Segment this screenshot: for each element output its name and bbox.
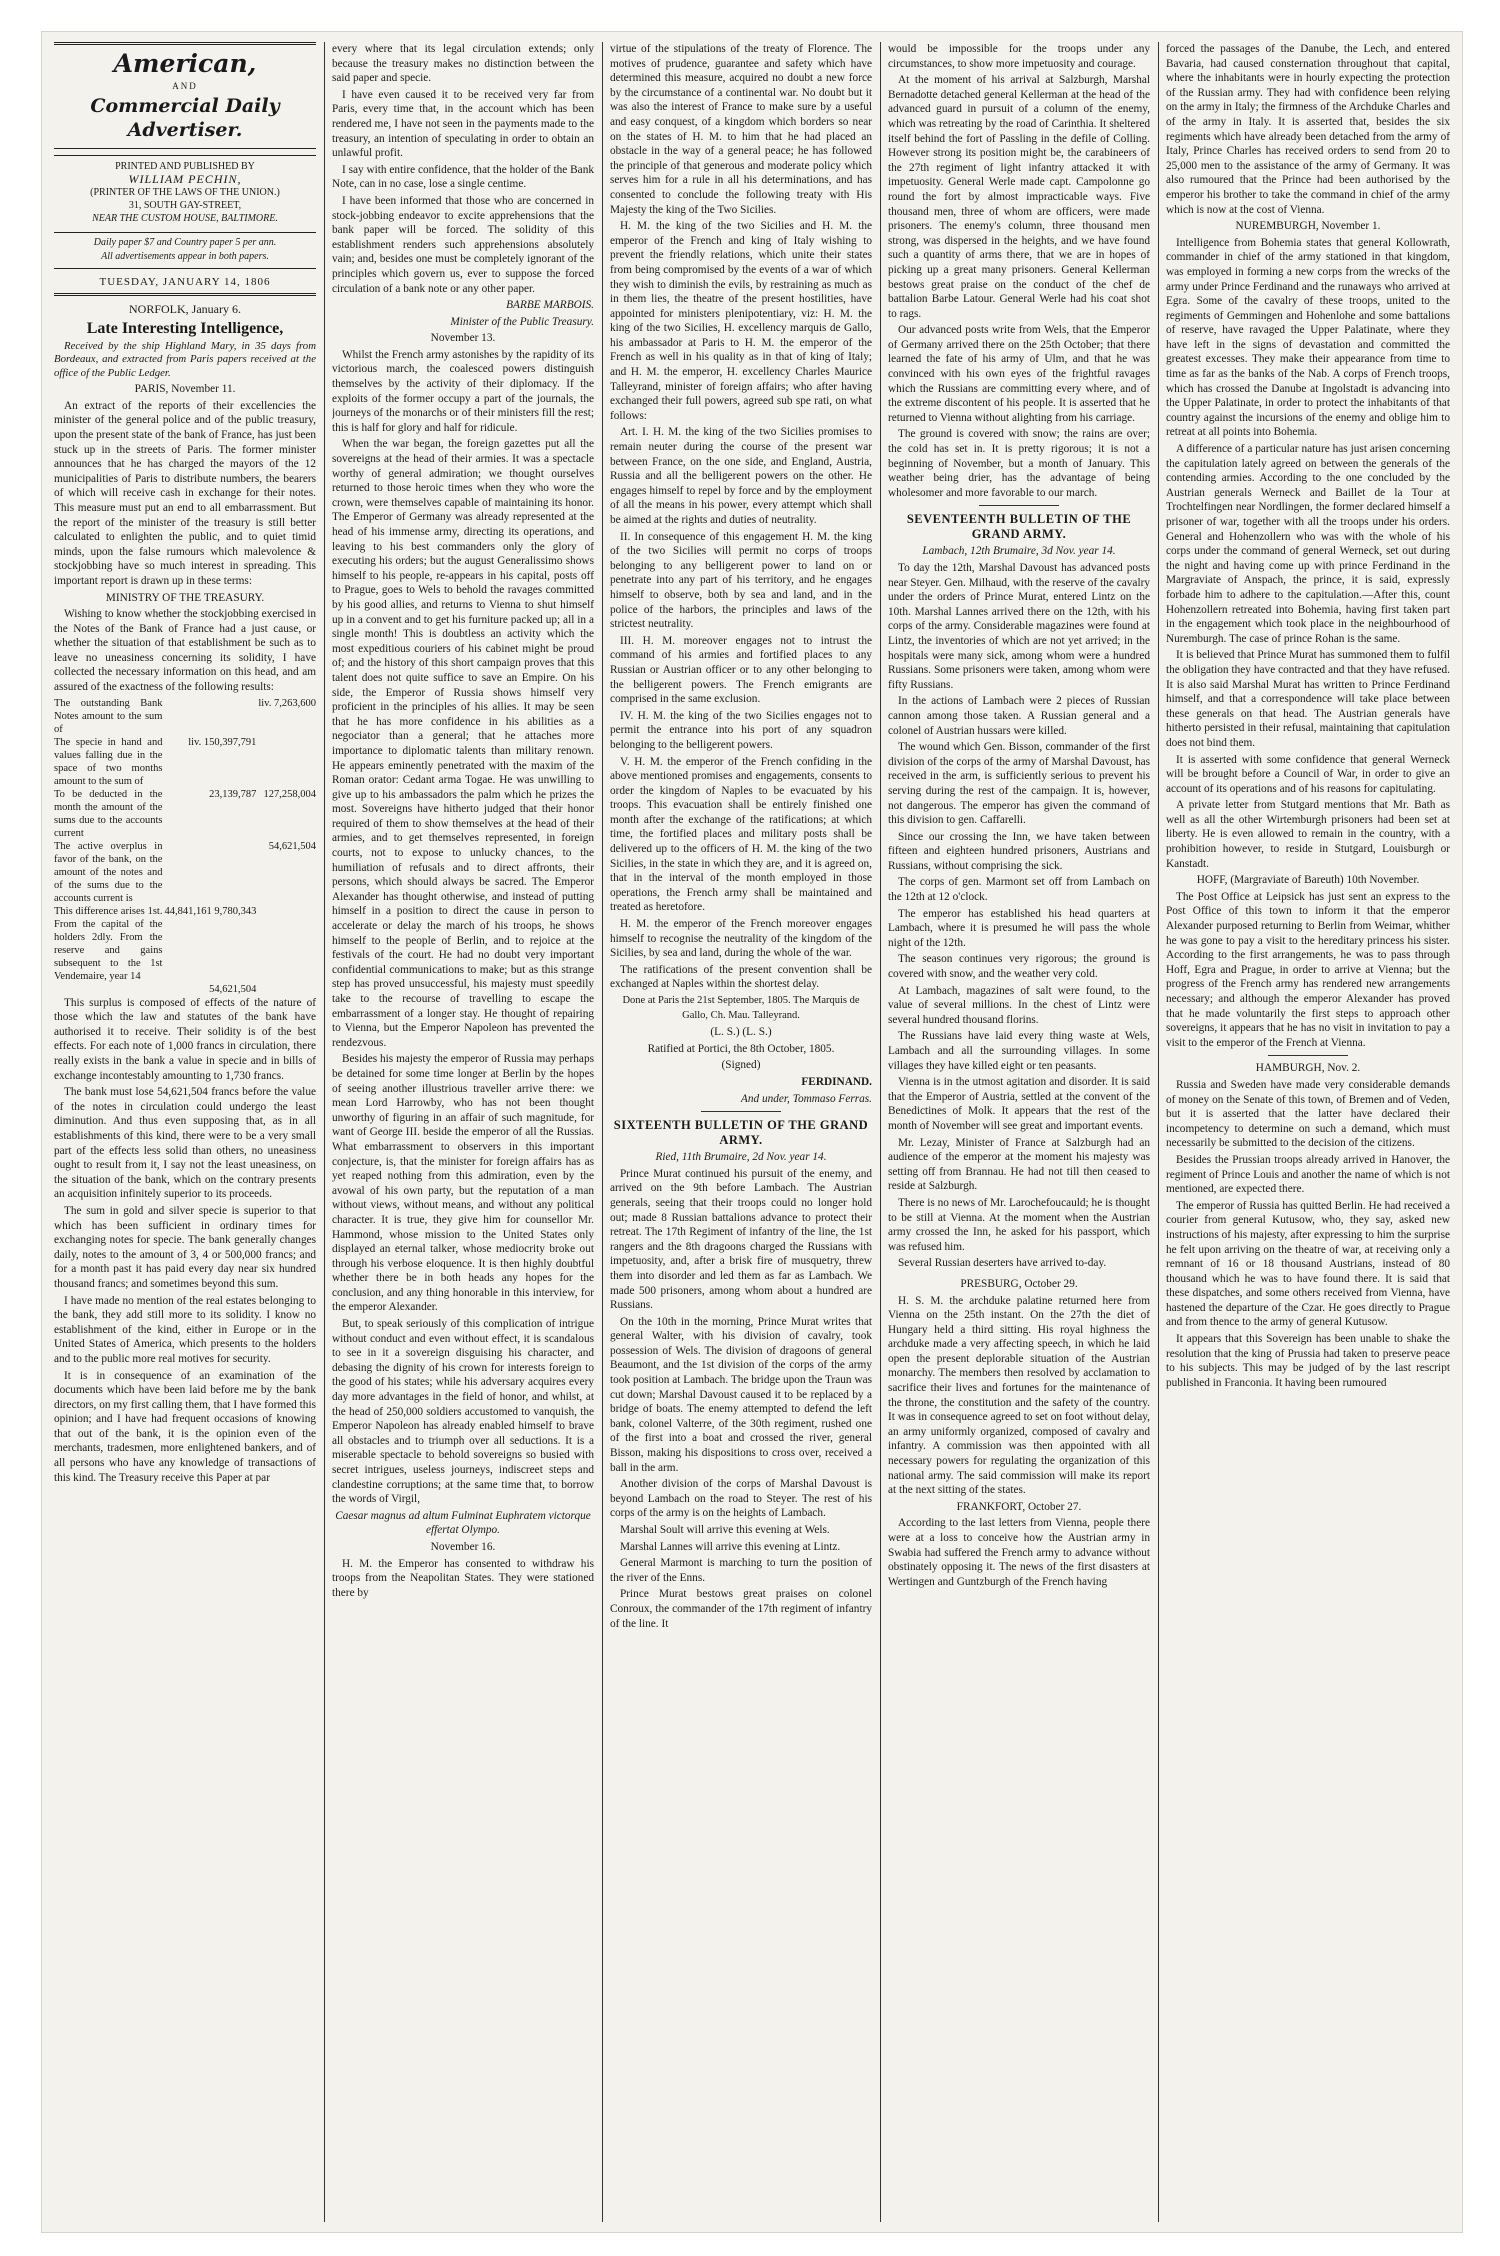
column-2 — [332, 42, 594, 2222]
terms-line-2: All advertisements appear in both papers. — [101, 251, 269, 263]
row-value-b — [256, 736, 316, 788]
paragraph: In the actions of Lambach were 2 pieces of Russian cannon among those taken. A Russian general and a colonel of Austrian hussars were killed. — [888, 695, 1150, 737]
column-rule — [602, 42, 603, 2222]
publisher-name: WILLIAM PECHIN, — [128, 171, 242, 186]
table-row — [54, 697, 316, 736]
column-3 — [610, 42, 872, 2222]
paragraph: To day the 12th, Marshal Davoust has advanced posts near Steyer. Gen. Milhaud, with the reserve of the cavalry under the orders of Prince Murat, entered Lintz on the 10th. Marshal Lannes arrived there on the 12th, with his corps of the army. Considerable magazines were found at Lintz, the inventories of which are not yet arrived; in the hospitals were many sick, among whom were a hundred Russians. Some prisoners were taken, among whom were fifty Russians. — [888, 562, 1150, 691]
column-1 — [54, 42, 316, 2222]
paragraph: Mr. Lezay, Minister of France at Salzburgh had an audience of the emperor at the moment his majesty was setting off from Brannau. He had not till then ceased to reside at Salzburgh. — [888, 1136, 1150, 1193]
row-value-b: liv. 7,263,600 — [258, 697, 316, 709]
printer-note: (PRINTER OF THE LAWS OF THE UNION.) — [90, 186, 280, 198]
row-value-a — [162, 840, 256, 905]
newspaper-page — [42, 32, 1462, 2232]
paragraph: When the war began, the foreign gazettes put all the sovereigns at the head of their armies. It was a spectacle worthy of general admiration; we thought ourselves returned to those heroic times when they who wore the crown, were themselves capable of maintaining its honor. The Emperor of Germany was already represented at the head of his immense army, directing its operations, and leaving to his best commanders only the glory of executing his orders; but the august Generalissimo shows himself to his people, re-appears in his capital, posts off to Prague, goes to Wels to behold the ravages committed by his good allies, and returns to Vienna to shut himself up in a convent and to get his furniture packed up; all in a single month! This is doubtless an activity which the most expeditious couriers of his cabinet might be proud of; and the history of this short campaign proves that this talent does not quite suffice to save an Empire. On his side, the Emperor of Russia shows himself very proficient in the principles of his allies. It may be seen that he has more confidence in his abilities as a negociator than a general; that he attaches more importance to diplomatic talents than military renown. He appears eminently penetrated with the maxim of the Roman orator: Cedant arma Togae. He was unwilling to give up to his ambassadors the palm which he prizes the most. Sovereigns have hitherto judged that their honor required of them to show themselves at the head of their armies, and to get themselves represented, in foreign courts, not to expose to unlucky chances, to the humiliation of refusals and to direct affronts, their persons, which should always be sacred. The Emperor Alexander has thought otherwise, and instead of putting himself in a position to direct the cause in person to accelerate or delay the march of his troops, he shows himself to the people of Berlin, and to rejoice at the festivals of the court. He had no doubt very important confidential communications to make; but as this strange step has proved unsuccessful, his majesty must speedily take to the recourse of travelling to escape the embarrassment of a longer stay. He thought of repairing to Vienna, but the Emperor Napoleon has prevented the rendezvous. — [332, 438, 594, 1049]
column-rule — [324, 42, 325, 2222]
paragraph: An extract of the reports of their excellencies the minister of the general police and of the public treasury, upon the present state of the bank of France, has just been stuck up in the streets of Paris. The former minister announces that he has charged the mayors of the 12 municipalities of Paris to distribute numbers, the bearers of which will receive cash in exchange for their notes. This measure must put an end to all embarrassment. But the report of the minister of the treasury is still better calculated to enlighten the public, and to quiet timid minds, upon the false rumours which malevolence & stockjobbing have so much interest in spreading. This important report is drawn up in these terms: — [54, 399, 316, 587]
row-value-b — [256, 983, 316, 996]
paragraph: At Lambach, magazines of salt were found, to the value of several millions. In the chest of Lintz were several hundred thousand florins. — [888, 984, 1150, 1026]
column-4 — [888, 42, 1150, 2222]
table-row — [54, 736, 316, 788]
paragraph: The emperor of Russia has quitted Berlin. He had received a courier from general Kutusow, who, they say, asked new instructions of his majesty, after expressing to him the surprise he felt upon arriving on the theatre of war, at receiving only a remnant of 16 or 18 thousand Austrians, instead of 80 thousand which he was to have found there. It is said that these dispatches, and some others received from Vienna, have hastened the departure of the Czar. He goes directly to Prague and from thence to the army of general Kutusow. — [1166, 1199, 1450, 1329]
paragraph: virtue of the stipulations of the treaty of Florence. The motives of prudence, guarantee and safety which have determined this measure, acquired no doubt a new force by the circumstance of a continental war. No doubt but it was also the interest of France to make sure by a useful and easy conquest, of a kingdom which borders so near on the states of H. M. to him that he had placed an obstacle in the way of a general peace; he has followed the principle of that generous and moderate policy which serves him for a rule in all his determinations, and has consented to conclude the following treaty with His Majesty the king of the Two Sicilies. — [610, 43, 872, 216]
row-label: This difference arises 1st. From the capital of the holders 2dly. From the reserve and gains subsequent to the 1st Vendemaire, year 14 — [54, 905, 163, 982]
paragraph: every where that its legal circulation extends; only because the treasury makes no distinction between the said paper and specie. — [332, 43, 594, 85]
dateline: November 13. — [430, 332, 496, 345]
table-row — [54, 983, 316, 996]
terms — [54, 232, 316, 269]
article-intro: Received by the ship Highland Mary, in 35 days from Bordeaux, and extracted from Paris papers received at the office of the Public Ledger. — [54, 339, 316, 379]
table-row — [54, 905, 316, 983]
paragraph: I have made no mention of the real estates belonging to the bank, they add still more to its solidity. I know no establishment of the kind, either in Europe or in the United States of America, which presents to the holders and to the public more real motives for security. — [54, 1294, 316, 1365]
paragraph: I have even caused it to be received very far from Paris, every time that, in the account which has been rendered me, I have not seen in the payments made to the treasury, an intention of speculating in order to obtain an unlawful profit. — [332, 88, 594, 160]
paragraph: Vienna is in the utmost agitation and disorder. It is said that the Emperor of Austria, settled at the convent of the Benedictines of Molk. It appears that the rest of the month of November will see great and important events. — [888, 1076, 1150, 1132]
divider — [979, 505, 1059, 506]
column-5 — [1166, 42, 1450, 2222]
row-value-a: 23,139,787 — [209, 788, 257, 800]
row-label — [54, 983, 162, 996]
paragraph: But, to speak seriously of this complication of intrigue without conduct and even without effect, it is scandalous to see in it a sovereign disguising his character, and debasing the dignity of his crown for interests foreign to the good of his states; while his adversary acquires every day more advantages in the field of honor, and whilst, at the head of 250,000 soldiers accustomed to vanquish, the Emperor Napoleon has already enabled himself to brave all obstacles and to triumph over all seductions. It is a miserable spectacle to behold sovereigns so busied with secret intrigues, useless journeys, indiscreet steps and clandestine corruptions; at the same time that, to borrow the words of Virgil, — [332, 1318, 594, 1506]
bulletin-heading: SEVENTEENTH BULLETIN OF THE GRAND ARMY. — [906, 512, 1132, 542]
paragraph: Marshal Lannes will arrive this evening at Lintz. — [620, 1540, 841, 1553]
bulletin-heading: SIXTEENTH BULLETIN OF THE GRAND ARMY. — [613, 1118, 869, 1148]
paragraph: Another division of the corps of Marshal Davoust is beyond Lambach on the road to Steyer. The rest of his corps of the army is on the heights of Lambach. — [610, 1478, 872, 1520]
paragraph: I have been informed that those who are concerned in stock-jobbing endeavor to excite apprehensions that the bank paper will be forced. The solidity of this establishment renders such apprehensions absolutely vain; and, besides one must be completely ignorant of the principles which govern us, ever to suppose the forced circulation of a bank note or any other paper. — [332, 194, 594, 295]
row-label: The outstanding Bank Notes amount to the sum of — [54, 697, 163, 735]
paragraph: The sum in gold and silver specie is superior to that which has been sufficient in ordinary times for exchanging notes for specie. The bank generally changes daily, notes to the amount of 3, 4 or 500,000 francs; and for a month past it has paid every day near six hundred thousand francs; and sometimes beyond this sum. — [54, 1204, 316, 1290]
paragraph: Besides the Prussian troops already arrived in Hanover, the regiment of Prince Louis and another the name of which is not mentioned, are expected there. — [1166, 1153, 1450, 1196]
bulletin-date: Lambach, 12th Brumaire, 3d Nov. year 14. — [922, 545, 1116, 558]
paragraph: This surplus is composed of effects of the nature of those which the law and statutes of the bank have authorised it to receive. Their solidity is of the best effects. For each note of 1,000 francs in circulation, there really exists in the bank a value in specie and in bills of exchange incontestably amounting to 1,730 francs. — [54, 996, 316, 1082]
paragraph: III. H. M. moreover engages not to intrust the command of his armies and fortified places to any Russian or Austrian officer or to any other belonging to the belligerent powers. The French emigrants are comprised in the same exclusion. — [610, 634, 872, 706]
row-value-a — [162, 697, 256, 736]
paragraph: IV. H. M. the king of the two Sicilies engages not to permit the entrance into his port of any squadron belonging to the belligerent powers. — [610, 709, 872, 751]
paragraph: The Russians have laid every thing waste at Wels, Lambach and all the surrounding villages. In some villages they have killed eight or ten peasants. — [888, 1030, 1150, 1072]
paragraph: It is in consequence of an examination of the documents which have been laid before me by the bank directors, on my first calling them, that I have formed this opinion; and I have had frequent occasions of knowing that out of the bank, it is the opinion even of the merchants, tradesmen, more enlightened bankers, and of all persons who have any knowledge of transactions of this kind. The Treasury receive this Paper at par — [54, 1369, 316, 1484]
accounts-table — [54, 697, 316, 996]
dateline: PRESBURG, October 29. — [960, 1277, 1078, 1290]
masthead-and: AND — [172, 81, 198, 91]
paragraph: It is asserted with some confidence that general Werneck will be brought before a Council of War, in order to give an account of its operations and of his reasons for capitulating. — [1166, 753, 1450, 795]
row-value-a: liv. 150,397,791 — [188, 736, 257, 748]
dateline: NUREMBURGH, November 1. — [1235, 220, 1381, 233]
paragraph: H. M. the emperor of the French moreover engages himself to recognise the neutrality of the kingdom of the Sicilies, by sea and land, during the whole of the war. — [610, 918, 872, 960]
paragraph: Besides his majesty the emperor of Russia may perhaps be detained for some time longer at Berlin by the hopes of seeing another illustrious traveller arrive there: we mean Lord Harrowby, who has not been thought unworthy of figuring in an affair of such magnitude, for want of George III. beside the emperor of all the Russias. What embarrassment to observers in this important conjecture, is, that the minister for foreign affairs has as yet reaped nothing from this admiration, even by the avowal of his own party, but the reputation of a man without views, without means, and without any political character. It is true, they give him for counsellor Mr. Hammond, whose mission to the United States only displayed an eternal talker, whose mediocrity broke out through his verbose eloquence. It is then highly doubtful whether there be in both heads any hopes for the conclusion, and any thing honorable in this interview, for the emperor Alexander. — [332, 1053, 594, 1314]
masthead — [54, 42, 316, 149]
paragraph: Several Russian deserters have arrived to-day. — [898, 1257, 1107, 1270]
paragraph: The ground is covered with snow; the rains are over; the cold has set in. It is pretty rigorous; it is not a beginning of November, but a month of January. This weather being drier, has the advantage of being wholesomer and more favorable to our march. — [888, 428, 1150, 499]
paragraph: The Post Office at Leipsick has just sent an express to the Post Office of this town to inform it that the emperor Alexander purposed returning to Berlin from Weimar, whither he was gone to pay a visit to the hereditary princess his sister. According to the first arrangements, he was to pass through Hoff, Egra and Prague, in order to arrive at Vienna; but the progress of the French army has rendered new arrangements necessary; and although the emperor Alexander has proved that he made voluntarily the first steps to approach other sovereigns, it appears that he has no visit in invitation to pay a visit to the emperor of the French at Vienna. — [1166, 890, 1450, 1049]
paragraph: The emperor has established his head quarters at Lambach, where it is presumed he will pass the whole night of the 12th. — [888, 907, 1150, 949]
dateline: FRANKFORT, October 27. — [956, 1500, 1082, 1513]
paragraph: forced the passages of the Danube, the Lech, and entered Bavaria, had caused consternation throughout that capital, where the inhabitants were in hourly expecting the protection of the Russian army. They had with confidence been relying on the army in Italy; the firmness of the Archduke Charles and of the army in Italy. It is asserted that, besides the six regiments which have already been detached from the army of Italy, Prince Charles has received orders to send from 20 to 25,000 men to the assistance of the army of Germany. It was also rumoured that the Prince had been authorised by the emperor his brother to take the command in chief of the army which is now at the cost of Vienna. — [1166, 43, 1450, 216]
section-heading: MINISTRY OF THE TREASURY. — [105, 591, 265, 604]
paragraph: According to the last letters from Vienna, people there were at a loss to conceive how the Austrian army in Swabia had suffered the French army to advance without obstinately opposing it. The news of the first disasters at Wertingen and Guntzburgh of the French having — [888, 1517, 1150, 1588]
treaty-seals: (L. S.) (L. S.) — [710, 1026, 772, 1039]
paragraph: The bank must lose 54,621,504 francs before the value of the notes in circulation could undergo the least diminution. And thus even supposing that, as in all establishments of this kind, there were to be a very small part of the effects less solid than others, no uneasiness ought to result from it, I say not the least uneasiness, on the situation of the bank, which on the contrary presents an acquisition infinitely superior to its proceeds. — [54, 1086, 316, 1201]
paragraph: The corps of gen. Marmont set off from Lambach on the 12th at 12 o'clock. — [888, 876, 1150, 904]
signature-under: And under, Tommaso Ferras. — [740, 1092, 872, 1105]
divider — [701, 1111, 781, 1112]
masthead-subtitle: Commercial Daily Advertiser. — [90, 94, 280, 141]
row-value-b: 127,258,004 — [263, 788, 316, 800]
address-near: NEAR THE CUSTOM HOUSE, BALTIMORE. — [92, 212, 278, 224]
paragraph: At the moment of his arrival at Salzburgh, Marshal Bernadotte detached general Kellerman at the head of the advanced guard in pursuit of a column of the enemy, which was retreating by the road of Carinthia. It sheltered itself behind the fort of Passling in the defile of Colling. However strong its position might be, the carabineers of the 27th regiment of light infantry attacked it with impetuosity. General Werle made capt. Campolonne go round the fort by almost impracticable ways. Five thousand men, three of whom are officers, were made prisoners. The enemy's column, three thousand men strong, was dispersed in the heights, and we have found such a quantity of arms there, that we are in hopes of picking up a great many prisoners. General Kellerman bestows great praise on the conduct of the chef de battalion Barbe Latour. General Werle had his coat shot to rags. — [888, 74, 1150, 320]
paragraph: Prince Murat continued his pursuit of the enemy, and arrived on the 9th before Lambach. The Austrian generals, seeing that their troops could no longer hold out; made 8 Russian battalions advance to protect their retreat. The 17th Regiment of infantry of the line, the 1st rangers and the 8th dragoons charged the Russians with impetuosity, and, after a brisk fire of musquetry, threw them into disorder and led them as far as Lambach. We made 500 prisoners, among whom about a hundred are Russians. — [610, 1167, 872, 1312]
paragraph: Intelligence from Bohemia states that general Kollowrath, commander in chief of the army stationed in that kingdom, was employed in forming a new corps from the wrecks of the army under Prince Ferdinand and the runaways who arrived at Egra. Some of the cavalry of these troops, united to the regiments of Gemmingen and Hohenlohe and some battalions of reserve, have ravaged the Upper Palatinate, where they have left in the signs of devastation and committed the greatest excesses. They make their appearance from time to time as far as the banks of the Nab. A corps of French troops, which has crossed the Danube at Ingolstadt is advancing into the Upper Palatinate, in order to protect the inhabitants of that country against the incursions of the enemy and oblige him to retreat at all points into Bohemia. — [1166, 236, 1450, 439]
paragraph: On the 10th in the morning, Prince Murat writes that general Walter, with his division of cavalry, took possession of Wels. The division of dragoons of general Beaumont, and the 1st division of the corps of the army took position at Lambach. The bridge upon the Traun was cut down; Marshal Davoust caused it to be replaced by a bridge of boats. The enemy attempted to defend the left bank, colonel Valterre, of the 30th regiment, rushed one of the first into a boat and crossed the river, general Bisson, making his dispositions to cross over, received a ball in the arm. — [610, 1315, 872, 1474]
paragraph: V. H. M. the emperor of the French confiding in the above mentioned promises and engagements, consents to order the kingdom of Naples to be evacuated by his troops. This evacuation shall be entirely finished one month after the exchange of the ratifications; at which time, the fortified places and military posts shall be delivered up to the officers of H. M. the king of the two Sicilies, in the state in which they are, and it is agreed on, that in the interval of the month employed in those operations, the French army shall be maintained and treated as heretofore. — [610, 755, 872, 914]
paragraph: II. In consequence of this engagement H. M. the king of the two Sicilies will permit no corps of troops belonging to any belligerent power to land on or penetrate into any part of his territory, and he engages himself to observe, both by sea and land, and in the police of the harbors, the principles and laws of the strictest neutrality. — [610, 530, 872, 631]
row-label: The active overplus in favor of the bank, on the amount of the notes and of the sums due to the accounts current is — [54, 840, 163, 904]
masthead-title: American, — [113, 49, 257, 78]
publisher-block — [54, 155, 316, 229]
paragraph: Art. I. H. M. the king of the two Sicilies promises to remain neuter during the course of the present war between France, on the one side, and England, Austria, Russia and all the belligerent powers on the other. He engages himself to repel by force and by the employment of all the means in his power, every attempt which shall be aimed at the rights and duties of neutrality. — [610, 426, 872, 526]
column-rule — [1158, 42, 1159, 2222]
paragraph: I say with entire confidence, that the holder of the Bank Note, can in no case, lose a single centime. — [332, 163, 594, 191]
paragraph: H. M. the Emperor has consented to withdraw his troops from the Neapolitan States. They were stationed there by — [332, 1557, 594, 1599]
paragraph: It is believed that Prince Murat has summoned them to fulfil the obligation they have contracted and that they have refused. It is also said Marshal Murat has written to Prince Ferdinand himself, and that a correspondence will take place between these generals on that head. The Austrian generals have hitherto persisted in their refusal, maintaining that capitulation does not bind them. — [1166, 649, 1450, 749]
row-value-b: 54,621,504 — [268, 840, 316, 852]
paragraph: The wound which Gen. Bisson, commander of the first division of the corps of the army of Marshal Davoust, has received in the arm, is sufficiently serious to prevent his serving during the rest of the campaign. It is, however, not dangerous. The emperor has given the command of this division to gen. Caffarelli. — [888, 741, 1150, 827]
row-value-b — [256, 905, 316, 983]
signature: FERDINAND. — [801, 1075, 872, 1088]
row-value-a: 54,621,504 — [209, 983, 257, 995]
printed-by: PRINTED AND PUBLISHED BY — [115, 160, 255, 172]
signature: BARBE MARBOIS. — [506, 299, 594, 312]
bulletin-date: Ried, 11th Brumaire, 2d Nov. year 14. — [655, 1151, 827, 1164]
paragraph: A difference of a particular nature has just arisen concerning the capitulation lately agreed on between the generals of the contending armies. According to the one concluded by the Austrian generals Werneck and Baillet de la Tour at Trochtelfingen near Nordlingen, the former declared himself a prisoner of war, together with all the troops under his orders. General and Hohenzollern who was with the whole of his corps under the command of general Werneck, set out during the night and having come up with prince Ferdinand in the Margraviate of Anspach, the prince, it is said, expressly forbade him to adhere to the capitulation.—After this, count Hohenzollern retreated into Bohemia, having first taken part in the engagement which took place in the neighbourhood of Nuremburgh. The case of prince Rohan is the same. — [1166, 443, 1450, 645]
signature-title: Minister of the Public Treasury. — [450, 315, 594, 328]
paragraph: H. S. M. the archduke palatine returned here from Vienna on the 25th instant. On the 27th the diet of Hungary held a third sitting. His royal highness the archduke made a very affecting speech, in which he laid open the present deplorable situation of the Austrian monarchy. The members then resolved by acclamation to sacrifice their lives and fortunes for the maintenance of the throne, the constitution and the safety of the country. It was in consequence agreed to set on foot without delay, an army uniformly organized, composed of cavalry and infantry. A commission was then appointed with all necessary powers for regulating the organization of this national army. The said commission will make its report at the next sitting of the states. — [888, 1294, 1150, 1497]
table-row — [54, 840, 316, 905]
paragraph: Wishing to know whether the stockjobbing exercised in the Notes of the Bank of France had a just cause, or whether the situation of that establishment be such as to leave no uneasiness concerning its solidity, I have collected the necessary information on this head, and am assured of the exactness of the following results: — [54, 608, 316, 694]
paragraph: H. M. the king of the two Sicilies and H. M. the emperor of the French and king of Italy wishing to prevent the friendly relations, which unite their states from being compromised by the events of a war of which they wish to diminish the evils, by restraining as much as in them lies, the theatre of the present hostilities, have appointed for ministers plenipotentiary, viz: H. M. the king of the two Sicilies, H. excellency marquis de Gallo, his ambassador at Paris to H. M. the emperor of the French as well in his quality as in that of king of Italy; and H. M. the emperor, H. excellency Charles Maurice Talleyrand, minister of foreign affairs; who after having exchanged their full powers, agreed sub spe rati, on what follows: — [610, 220, 872, 422]
paragraph: A private letter from Stutgard mentions that Mr. Bath as well as all the other Wirtemburgh prisoners had been set at liberty. He is even allowed to remain in the country, with a prohibition however, to reside in Stutgard, Louisburgh or Kanstadt. — [1166, 799, 1450, 870]
column-rule — [880, 42, 881, 2222]
headline: Late Interesting Intelligence, — [86, 319, 284, 337]
row-label: The specie in hand and values falling due in the space of two months amount to the sum of — [54, 736, 163, 787]
issue-date: TUESDAY, JANUARY 14, 1806 — [54, 272, 316, 297]
paragraph: The season continues very rigorous; the ground is covered with snow, and the weather very cold. — [888, 953, 1150, 981]
treaty-done: Done at Paris the 21st September, 1805. The Marquis de Gallo, Ch. Mau. Talleyrand. — [622, 995, 860, 1021]
row-label: To be deducted in the month the amount of the sums due to the accounts current — [54, 788, 163, 839]
paragraph: Russia and Sweden have made very considerable demands of money on the Senate of this town, of Bremen and of Veden, but it is asserted that the latter have declared their incompetency to determine on such a demand, which must necessarily be submitted to the decision of the citizens. — [1166, 1078, 1450, 1150]
paragraph: would be impossible for the troops under any circumstances, to show more impetuosity and courage. — [888, 43, 1150, 70]
latin-quote: Caesar magnus ad altum Fulminat Euphratem victorque effertat Olympo. — [335, 1509, 591, 1537]
dateline: November 16. — [430, 1540, 496, 1553]
treaty-ratified: Ratified at Portici, the 8th October, 1805. — [647, 1042, 835, 1055]
paragraph: The ratifications of the present convention shall be exchanged at Naples within the shortest delay. — [610, 963, 872, 991]
dateline: HOFF, (Margraviate of Bareuth) 10th November. — [1196, 874, 1420, 887]
terms-line-1: Daily paper $7 and Country paper 5 per ann. — [93, 236, 277, 248]
paragraph: Marshal Soult will arrive this evening at Wels. — [620, 1524, 830, 1536]
paragraph: Since our crossing the Inn, we have taken between fifteen and eighteen hundred prisoners, Austrians and Russians, without comprising the sick. — [888, 830, 1150, 872]
dateline-norfolk: NORFOLK, January 6. — [129, 302, 241, 317]
paragraph: It appears that this Sovereign has been unable to shake the resolution that the king of Prussia had taken to preserve peace to his subjects. This may be judged of by the last rescript published in Franconia. It having been rumoured — [1166, 1333, 1450, 1389]
paragraph: Our advanced posts write from Wels, that the Emperor of Germany arrived there on the 25th October; that there learned the fate of his army of Ulm, and that he was convinced with his own eyes of the frightful ravages which the Russians are committing every where, and of the extreme discontent of his people. It is asserted that he returned to Vienna without alighting from his carriage. — [888, 324, 1150, 424]
divider — [1268, 1055, 1348, 1056]
address: 31, SOUTH GAY-STREET, — [128, 199, 242, 211]
treaty-signed: (Signed) — [721, 1059, 761, 1072]
row-value-a: 44,841,161 9,780,343 — [164, 905, 257, 917]
paragraph: General Marmont is marching to turn the position of the river of the Enns. — [610, 1557, 872, 1584]
table-row — [54, 788, 316, 840]
dateline-paris: PARIS, November 11. — [134, 383, 236, 396]
dateline: HAMBURGH, Nov. 2. — [1255, 1062, 1361, 1075]
paragraph: There is no news of Mr. Larochefoucauld; he is thought to be still at Vienna. At the moment when the Austrian army crossed the Inn, he asked for his passport, which was refused him. — [888, 1196, 1150, 1253]
paragraph: Whilst the French army astonishes by the rapidity of its victorious march, the coalesced powers distinguish themselves by the activity of their diplomacy. If the exploits of the former occupy a part of the journals, the journeys of the monarchs or of their ministers fill the rest; this is half for glory and half for ridicule. — [332, 348, 594, 434]
paragraph: Prince Murat bestows great praises on colonel Conroux, the commander of the 17th regiment of infantry of the line. It — [610, 1588, 872, 1630]
